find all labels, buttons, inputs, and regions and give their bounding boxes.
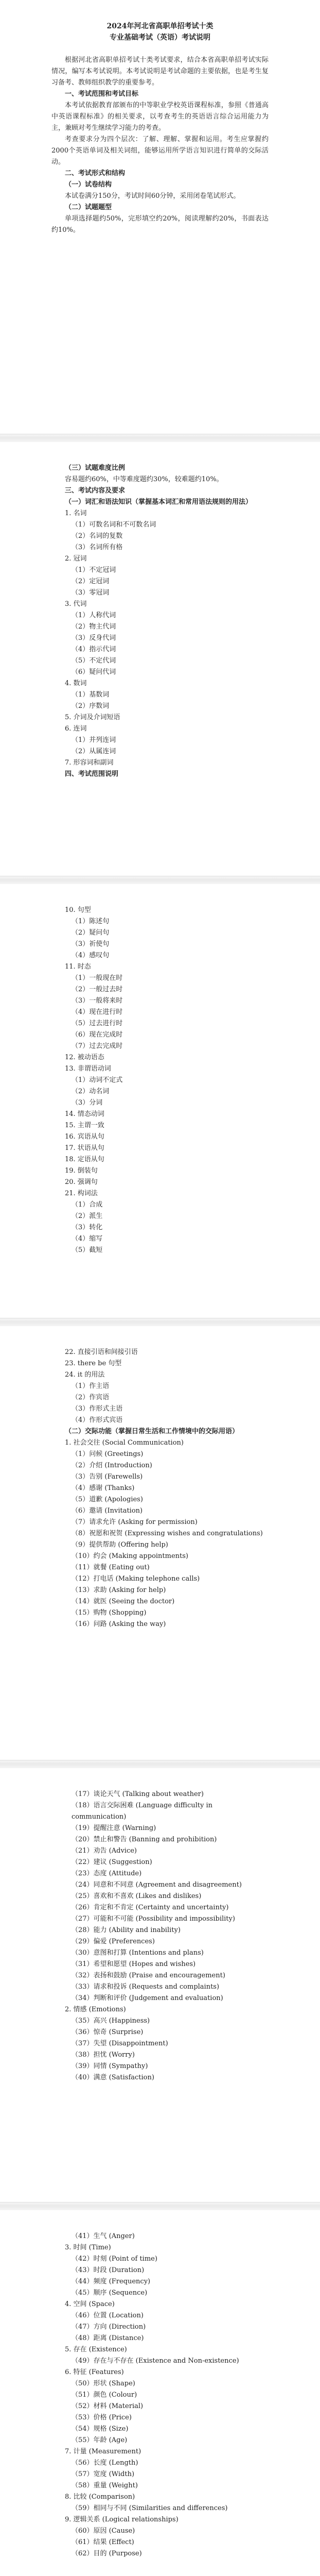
section-1-text: 本考试依据教育部颁布的中等职业学校英语课程标准，参照《普通高中英语课程标准》的相关要求，以考查考生的英语语言综合运用能力为主，兼顾对考生继续学习能力的考查。 [51,101,269,132]
document-line: （62）目的 (Purpose) [72,2550,142,2557]
document-sheet-4 [0,1326,320,1760]
document-line: 21. 构词法 [65,1190,98,1197]
document-line: 1. 社会交往 (Social Communication) [65,1439,184,1447]
document-line: （3）告别 (Farewells) [72,1473,143,1481]
document-line: （43）时段 (Duration) [72,2266,145,2274]
document-line: （37）失望 (Disappointment) [72,2040,168,2047]
document-line: （56）长度 (Length) [72,2459,138,2467]
document-line: 20. 强调句 [65,1178,98,1186]
subsection-heading-question-types: （二）试题题型 [65,204,112,211]
document-line: （21）劝告 (Advice) [72,1847,137,1855]
document-line: （1）陈述句 [72,918,110,925]
document-line: （3）祈使句 [72,940,110,948]
document-line: （11）就餐 (Eating out) [72,1564,150,1571]
document-line: 14. 情态动词 [65,1110,104,1118]
document-line: （5）截短 [72,1246,103,1254]
document-line: （一）词汇和语法知识（掌握基本词汇和常用语法规则的用法） [65,498,253,506]
document-line: （13）求助 (Asking for help) [72,1586,166,1594]
document-line: （2）动名词 [72,1088,110,1095]
document-line: （29）偏爱 (Preferences) [72,1938,155,1945]
document-line: （5）道歉 (Apologies) [72,1496,143,1503]
paper-structure-text: 本试卷满分150分，考试时间60分钟，采用闭卷笔试形式。 [65,192,240,200]
document-line: 5. 存在 (Existence) [65,2346,127,2353]
document-line: 7. 计量 (Measurement) [65,2448,141,2455]
document-line: （31）希望和愿望 (Hopes and wishes) [72,1960,196,1968]
document-line: （4）指示代词 [72,646,116,653]
document-line: （60）原因 (Cause) [72,2527,135,2535]
document-line: （2）作宾语 [72,1394,110,1401]
document-line: （47）方向 (Direction) [72,2323,146,2331]
document-line: 5. 介词及介词短语 [65,714,120,721]
document-line: （59）相同与不同 (Similarities and differences) [72,2504,228,2512]
document-line: （30）意图和打算 (Intentions and plans) [72,1949,204,1957]
document-line: （38）担忧 (Worry) [72,2051,135,2059]
document-line: （1）基数词 [72,691,110,699]
document-line: （20）禁止和警告 (Banning and prohibition) [72,1836,217,1843]
document-line: 3. 时间 (Time) [65,2244,111,2251]
document-sheet-5 [0,1768,320,2202]
document-line: （41）生气 (Anger) [72,2232,135,2240]
document-line: （3）分词 [72,1099,103,1107]
document-line: （1）可数名词和不可数名词 [72,521,156,529]
document-line: （二）交际功能（掌握日常生活和工作情境中的交际用语） [65,1428,239,1435]
document-line: （9）提供帮助 (Offering help) [72,1541,168,1549]
document-line: （58）重量 (Weight) [72,2482,138,2489]
document-line: （40）满意 (Satisfaction) [72,2074,154,2081]
document-line: 8. 比较 (Comparison) [65,2493,135,2501]
document-line: （18）语言交际困难 (Language difficulty in communication) [72,1802,213,1821]
document-line: 13. 非谓语动词 [65,1065,111,1073]
document-line: （2）物主代词 [72,623,116,631]
document-sheet-6 [0,2210,320,2576]
document-line: （51）颜色 (Colour) [72,2391,137,2399]
document-line: （2）一般过去时 [72,986,123,993]
document-line: 12. 被动语态 [65,1054,104,1061]
document-line: 23. there be 句型 [65,1360,122,1367]
document-line: （2）疑问句 [72,929,110,937]
document-line: （4）感叹句 [72,952,110,959]
document-line: （48）距离 (Distance) [72,2334,144,2342]
intro-paragraph: 根据河北省高职单招考试十类考试要求，结合本省高职单招考试实际情况，编写本考试说明。本考试说明是考试命题的主要依据，也是考生复习备考、教师组织教学的重要参考。 [51,56,269,87]
document-line: （57）宽度 (Width) [72,2470,135,2478]
document-line: （4）作形式宾语 [72,1416,123,1424]
document-line: 1. 名词 [65,510,87,517]
document-sheet-1 [0,0,320,434]
document-line: （4）缩写 [72,1235,103,1243]
document-line: 16. 宾语从句 [65,1133,104,1141]
document-line: （14）就医 (Seeing the doctor) [72,1598,175,1605]
document-sheet-3 [0,884,320,1318]
document-line: （2）介绍 (Introduction) [72,1462,152,1469]
document-line: （49）存在与不存在 (Existence and Non-existence) [72,2357,239,2365]
document-line: （32）表扬和鼓励 (Praise and encouragement) [72,1972,225,1979]
document-line: （25）喜欢和不喜欢 (Likes and dislikes) [72,1892,202,1900]
section-heading-1: 一、考试范围和考试目标 [65,90,139,98]
document-line: 3. 代词 [65,600,87,608]
document-line: （45）顺序 (Sequence) [72,2289,148,2297]
document-line: （27）可能和不可能 (Possibility and impossibility) [72,1915,235,1923]
document-line: （三）试题难度比例 [65,464,126,472]
document-line: 4. 数词 [65,680,87,687]
document-line: （16）问路 (Asking the way) [72,1620,166,1628]
document-line: （61）结果 (Effect) [72,2538,134,2546]
document-line: 7. 形容词和副词 [65,759,114,767]
document-line: （6）疑问代词 [72,668,116,676]
document-line: （2）名词的复数 [72,532,123,540]
document-line: （1）作主语 [72,1382,110,1390]
document-line: （55）年龄 (Age) [72,2436,128,2444]
document-line: （52）材料 (Material) [72,2402,144,2410]
document-line: （1）动词不定式 [72,1076,123,1084]
document-line: （15）购物 (Shopping) [72,1609,147,1617]
document-line: （44）频度 (Frequency) [72,2278,151,2285]
document-line: （33）请求和投诉 (Requests and complaints) [72,1983,220,1991]
document-line: （35）高兴 (Happiness) [72,2017,150,2025]
document-line: （54）规格 (Size) [72,2425,129,2433]
document-line: （50）形状 (Shape) [72,2380,135,2387]
document-line: （2）定冠词 [72,578,110,585]
document-line: 17. 状语从句 [65,1144,104,1152]
document-line: （3）反身代词 [72,634,116,642]
document-line: 三、考试内容及要求 [65,487,126,495]
document-line: （3）转化 [72,1224,103,1231]
document-line: 18. 定语从句 [65,1156,104,1163]
document-title-line-1: 2024年河北省高职单招考试十类 [106,22,214,30]
document-line: （1）合成 [72,1201,103,1209]
document-line: （5）不定代词 [72,657,116,665]
document-line: 6. 连词 [65,725,87,733]
document-line: （36）惊奇 (Surprise) [72,2028,144,2036]
document-line: （46）位置 (Location) [72,2312,144,2319]
document-line: （10）约会 (Making appointments) [72,1552,189,1560]
document-line: （3）名词所有格 [72,544,123,551]
document-line: （1）人称代词 [72,612,116,619]
section-1-text-2: 考查要求分为四个层次：了解、理解、掌握和运用。考生应掌握约2000个英语单词及相关词组，能够运用所学语言知识进行简单的交际活动。 [51,135,269,166]
question-types-text: 单项选择题约50%，完形填空约20%，阅读理解约20%，书面表达约10%。 [51,215,269,234]
document-line: （3）零冠词 [72,589,110,597]
section-heading-2: 二、考试形式和结构 [65,170,126,177]
document-line: （7）请求允许 (Asking for permission) [72,1518,198,1526]
document-line: （24）同意和不同意 (Agreement and disagreement) [72,1881,242,1889]
document-line: （6）邀请 (Invitation) [72,1507,143,1515]
document-line: （34）判断和评价 (Judgement and evaluation) [72,1994,223,2002]
document-line: 24. it 的用法 [65,1371,105,1379]
document-line: 四、考试范围说明 [65,770,119,778]
document-line: （22）建议 (Suggestion) [72,1858,152,1866]
document-line: （1）问候 (Greetings) [72,1450,144,1458]
document-line: 10. 句型 [65,906,91,914]
document-line: 6. 特征 (Features) [65,2368,124,2376]
document-line: （12）打电话 (Making telephone calls) [72,1575,200,1583]
document-line: （28）能力 (Ability and inability) [72,1926,181,1934]
document-line: （4）现在进行时 [72,1008,123,1016]
document-line: （42）时刻 (Point of time) [72,2255,157,2263]
document-line: （6）现在完成时 [72,1031,123,1039]
document-line: 4. 空间 (Space) [65,2300,115,2308]
document-line: （2）序数词 [72,702,110,710]
document-line: （3）作形式主语 [72,1405,123,1413]
document-line: （2）从属连词 [72,748,116,755]
document-line: （5）过去进行时 [72,1020,123,1027]
document-line: 19. 倒装句 [65,1167,98,1175]
document-line: 9. 逻辑关系 (Logical relationships) [65,2516,179,2523]
document-title-line-2: 专业基础考试（英语）考试说明 [110,33,210,42]
document-line: （1）一般现在时 [72,974,123,982]
document-line: （19）提醒注意 (Warning) [72,1824,156,1832]
document-line: （1）并列连词 [72,736,116,744]
document-line: （39）同情 (Sympathy) [72,2062,148,2070]
subsection-heading-paper-structure: （一）试卷结构 [65,181,112,189]
document-line: 15. 主谓一致 [65,1122,104,1129]
document-line: （4）感谢 (Thanks) [72,1484,135,1492]
document-line: （26）肯定和不肯定 (Certainty and uncertainty) [72,1904,229,1911]
document-line: （17）谈论天气 (Talking about weather) [72,1790,204,1798]
document-line: （53）价格 (Price) [72,2414,132,2421]
document-line: 2. 情感 (Emotions) [65,2006,126,2013]
document-line: 22. 直接引语和间接引语 [65,1348,138,1356]
document-sheet-2 [0,442,320,876]
document-line: （8）祝愿和祝贺 (Expressing wishes and congratulations) [72,1530,263,1537]
document-line: 2. 冠词 [65,555,87,563]
document-line: （3）一般将来时 [72,997,123,1005]
document-line: 容易题约60%，中等难度题约30%，较难题约10%。 [65,476,223,483]
document-line: （23）态度 (Attitude) [72,1870,142,1877]
document-line: （2）派生 [72,1212,103,1220]
document-line: （1）不定冠词 [72,566,116,574]
document-line: （7）过去完成时 [72,1042,123,1050]
document-line: 11. 时态 [65,963,91,971]
